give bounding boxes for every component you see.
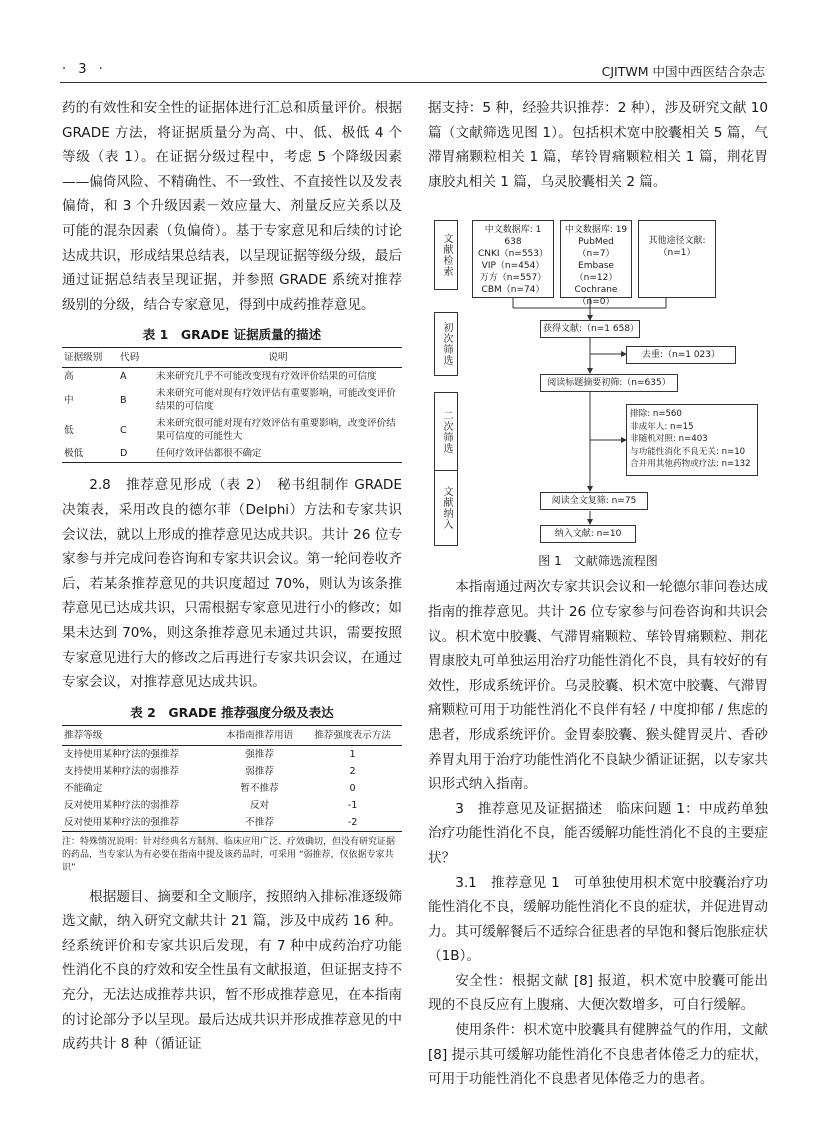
table1-caption: 表 1 GRADE 证据质量的描述 bbox=[142, 327, 322, 343]
table-cell: -1 bbox=[347, 799, 358, 811]
table-header: 推荐等级 bbox=[62, 725, 216, 745]
table-row bbox=[62, 445, 402, 463]
table-row bbox=[62, 763, 402, 780]
stage-label: 初次筛选 bbox=[434, 312, 458, 376]
paragraph: 3.1 推荐意见 1 可单独使用枳术宽中胶囊治疗功能性消化不良，缓解功能性消化不良的症状，并促进胃动力。其可缓解餐后不适综合征患者的早饱和餐后饱胀症状（1B）。 bbox=[428, 874, 768, 965]
fulltext-box: 阅读全文复筛: n=75 bbox=[540, 492, 648, 510]
header-rule bbox=[60, 82, 767, 83]
table-cell: 强推荐 bbox=[245, 748, 274, 760]
table-cell: 弱推荐 bbox=[245, 765, 274, 777]
table2 bbox=[62, 725, 402, 832]
table-cell: A bbox=[120, 371, 127, 383]
cn-database-box: 中文数据库: 1 638 CNKI（n=553） VIP（n=454） 万方（n=557） CBM（n=74） bbox=[472, 220, 554, 298]
exclusion-box: 排除: n=560 非成年人: n=15 非随机对照: n=403 与功能性消化不良无关: n=10 合并用其他药物或疗法: n=132 bbox=[626, 404, 758, 476]
table-cell: -2 bbox=[303, 814, 402, 832]
stage-label: 文献检索 bbox=[434, 220, 458, 290]
table1 bbox=[62, 347, 402, 463]
table-header: 说明 bbox=[154, 348, 402, 368]
table-header: 本指南推荐用语 bbox=[216, 725, 303, 745]
duplicate-box: 去重:（n=1 023） bbox=[626, 346, 736, 364]
paragraph: 据支持：5 种，经验共识推荐：2 种），涉及研究文献 10 篇（文献筛选见图 1）。包括枳术宽中胶囊相关 5 篇，气滞胃痛颗粒相关 1 篇，荜铃胃痛颗粒相关 1 篇，荆花胃康胶丸相关 1 篇，乌灵胶囊相关 2 篇。 bbox=[428, 100, 768, 190]
figure-caption: 图 1 文献筛选流程图 bbox=[538, 554, 658, 569]
table-cell: 未来研究很可能对现有疗效评估有重要影响，改变评价结果可信度的可能性大 bbox=[156, 418, 396, 443]
table-cell: 不推荐 bbox=[216, 814, 303, 832]
screening-box: 阅读标题摘要初筛:（n=635） bbox=[540, 374, 678, 392]
table-cell: B bbox=[120, 394, 127, 406]
table-row bbox=[62, 797, 402, 814]
table-cell: 低 bbox=[64, 424, 74, 436]
table-cell: 中 bbox=[64, 394, 74, 406]
table-header: 代码 bbox=[118, 348, 154, 368]
table-cell: D bbox=[118, 445, 154, 463]
section-heading: 3 推荐意见及证据描述 临床问题 1：中成药单独治疗功能性消化不良，能否缓解功能性消化不良的主要症状？ bbox=[428, 800, 768, 866]
other-source-box: 其他途径文献: （n=1） bbox=[638, 220, 716, 298]
left-column bbox=[62, 96, 402, 1057]
table-cell: 未来研究几乎不可能改变现有疗效评价结果的可信度 bbox=[156, 371, 377, 383]
table-cell: 支持使用某种疗法的强推荐 bbox=[64, 748, 180, 760]
stage-label: 二次筛选 bbox=[434, 392, 458, 472]
table-cell: 未来研究可能对现有疗效评估有重要影响，可能改变评价结果的可信度 bbox=[156, 388, 396, 413]
table-row bbox=[62, 385, 402, 415]
right-column bbox=[428, 96, 768, 1092]
page-number: · 3 · bbox=[62, 62, 107, 77]
stage-label: 文献纳入 bbox=[434, 470, 458, 546]
paragraph: 安全性：根据文献 [8] 报道，枳术宽中胶囊可能出现的不良反应有上腹痛、大便次数增多，可自行缓解。 bbox=[428, 972, 768, 1014]
paragraph: 药的有效性和安全性的证据体进行汇总和质量评价。根据 GRADE 方法，将证据质量分为高、中、低、极低 4 个等级（表 1）。在证据分级过程中，考虑 5 个降级因素——偏倚风险、不精确性、不一致性、不直接性以及发表偏倚，和 3 个升级因素－效应量大、剂量反应关系以及可能的混杂因素（负偏倚）。基于专家意见和后续的讨论达成共识，形成结果总结表，以呈现证据等级分级，最后通过证据总结表呈现证据，并参照 GRADE 系统对推荐级别的分级，结合专家意见，得到中成药推荐意见。 bbox=[62, 100, 402, 313]
flowchart bbox=[428, 216, 768, 546]
table-cell: 0 bbox=[349, 782, 356, 794]
table-cell: 反对使用某种疗法的弱推荐 bbox=[64, 799, 180, 811]
table-cell: 极低 bbox=[62, 445, 118, 463]
paragraph: 使用条件：枳术宽中胶囊具有健脾益气的作用，文献 [8] 提示其可缓解功能性消化不良患者体倦乏力的症状，可用于功能性消化不良患者见体倦乏力的患者。 bbox=[428, 1022, 768, 1088]
table-cell: 2 bbox=[349, 765, 356, 777]
table-row bbox=[62, 814, 402, 832]
table-cell: C bbox=[120, 424, 127, 436]
paragraph: 2.8 推荐意见形成（表 2） 秘书组制作 GRADE 决策表，采用改良的德尔菲（Delphi）方法和专家共识会议法，就以上形成的推荐意见达成共识。共计 26 位专家参与并完成问卷咨询和专家共识会议。第一轮问卷收齐后，若某条推荐意见的共识度超过 70%，则认为该条推荐意见已达成共识，只需根据专家意见进行小的修改；如果未达到 70%，则这条推荐意见未通过共识，需要按照专家意见进行大的修改之后再进行专家共识会议，在通过专家会议，对推荐意见达成共识。 bbox=[62, 477, 402, 691]
table-header: 证据级别 bbox=[62, 348, 118, 368]
table-cell: 高 bbox=[64, 371, 74, 383]
table-row bbox=[62, 780, 402, 797]
table-row bbox=[62, 745, 402, 763]
table-cell: 任何疗效评估都很不确定 bbox=[154, 445, 402, 463]
table-cell: 1 bbox=[349, 748, 356, 760]
table-cell: 反对使用某种疗法的强推荐 bbox=[62, 814, 216, 832]
table-row bbox=[62, 415, 402, 445]
paragraph: 本指南通过两次专家共识会议和一轮德尔菲问卷达成指南的推荐意见。共计 26 位专家参与问卷咨询和共识会议。枳术宽中胶囊、气滞胃痛颗粒、荜铃胃痛颗粒、荆花胃康胶丸可单独运用治疗功能性消化不良，具有较好的有效性，形成系统评价。乌灵胶囊、枳术宽中胶囊、气滞胃痛颗粒可用于功能性消化不良伴有轻 / 中度抑郁 / 焦虑的患者，形成系统评价。金胃泰胶囊、猴头健胃灵片、香砂养胃丸用于治疗功能性消化不良缺少循证证据，以专家共识形式纳入指南。 bbox=[428, 579, 768, 793]
paragraph: 根据题目、摘要和全文顺序，按照纳入排标准逐级筛选文献，纳入研究文献共计 21 篇，涉及中成药 16 种。经系统评价和专家共识后发现，有 7 种中成药治疗功能性消化不良的疗效和安全性虽有文献报道，但证据支持不充分，无法达成推荐共识，暂不形成推荐意见，在本指南的讨论部分予以呈现。最后达成共识并形成推荐意见的中成药共计 8 种（循证证 bbox=[62, 888, 402, 1053]
en-database-box: 中文数据库: 19 PubMed（n=7） Embase（n=12） Cochrane（n=0） bbox=[560, 220, 632, 298]
table-cell: 支持使用某种疗法的弱推荐 bbox=[64, 765, 180, 777]
obtained-box: 获得文献:（n=1 658） bbox=[540, 320, 640, 338]
journal-name: CJITWM 中国中西医结合杂志 bbox=[601, 64, 765, 79]
included-box: 纳入文献: n=10 bbox=[540, 525, 636, 543]
table-cell: 暂不推荐 bbox=[240, 782, 279, 794]
table-cell: 不能确定 bbox=[64, 782, 103, 794]
table-row bbox=[62, 368, 402, 386]
table-header: 推荐强度表示方法 bbox=[303, 725, 402, 745]
table2-note: 注：特殊情况说明：针对经典名方制剂、临床应用广泛、疗效确切，但没有研究证据的药品，当专家认为有必要在指南中提及该药品时，可采用 “弱推荐，仅依据专家共识” bbox=[62, 836, 396, 873]
table-cell: 反对 bbox=[249, 799, 270, 811]
table2-caption: 表 2 GRADE 推荐强度分级及表达 bbox=[130, 704, 334, 720]
